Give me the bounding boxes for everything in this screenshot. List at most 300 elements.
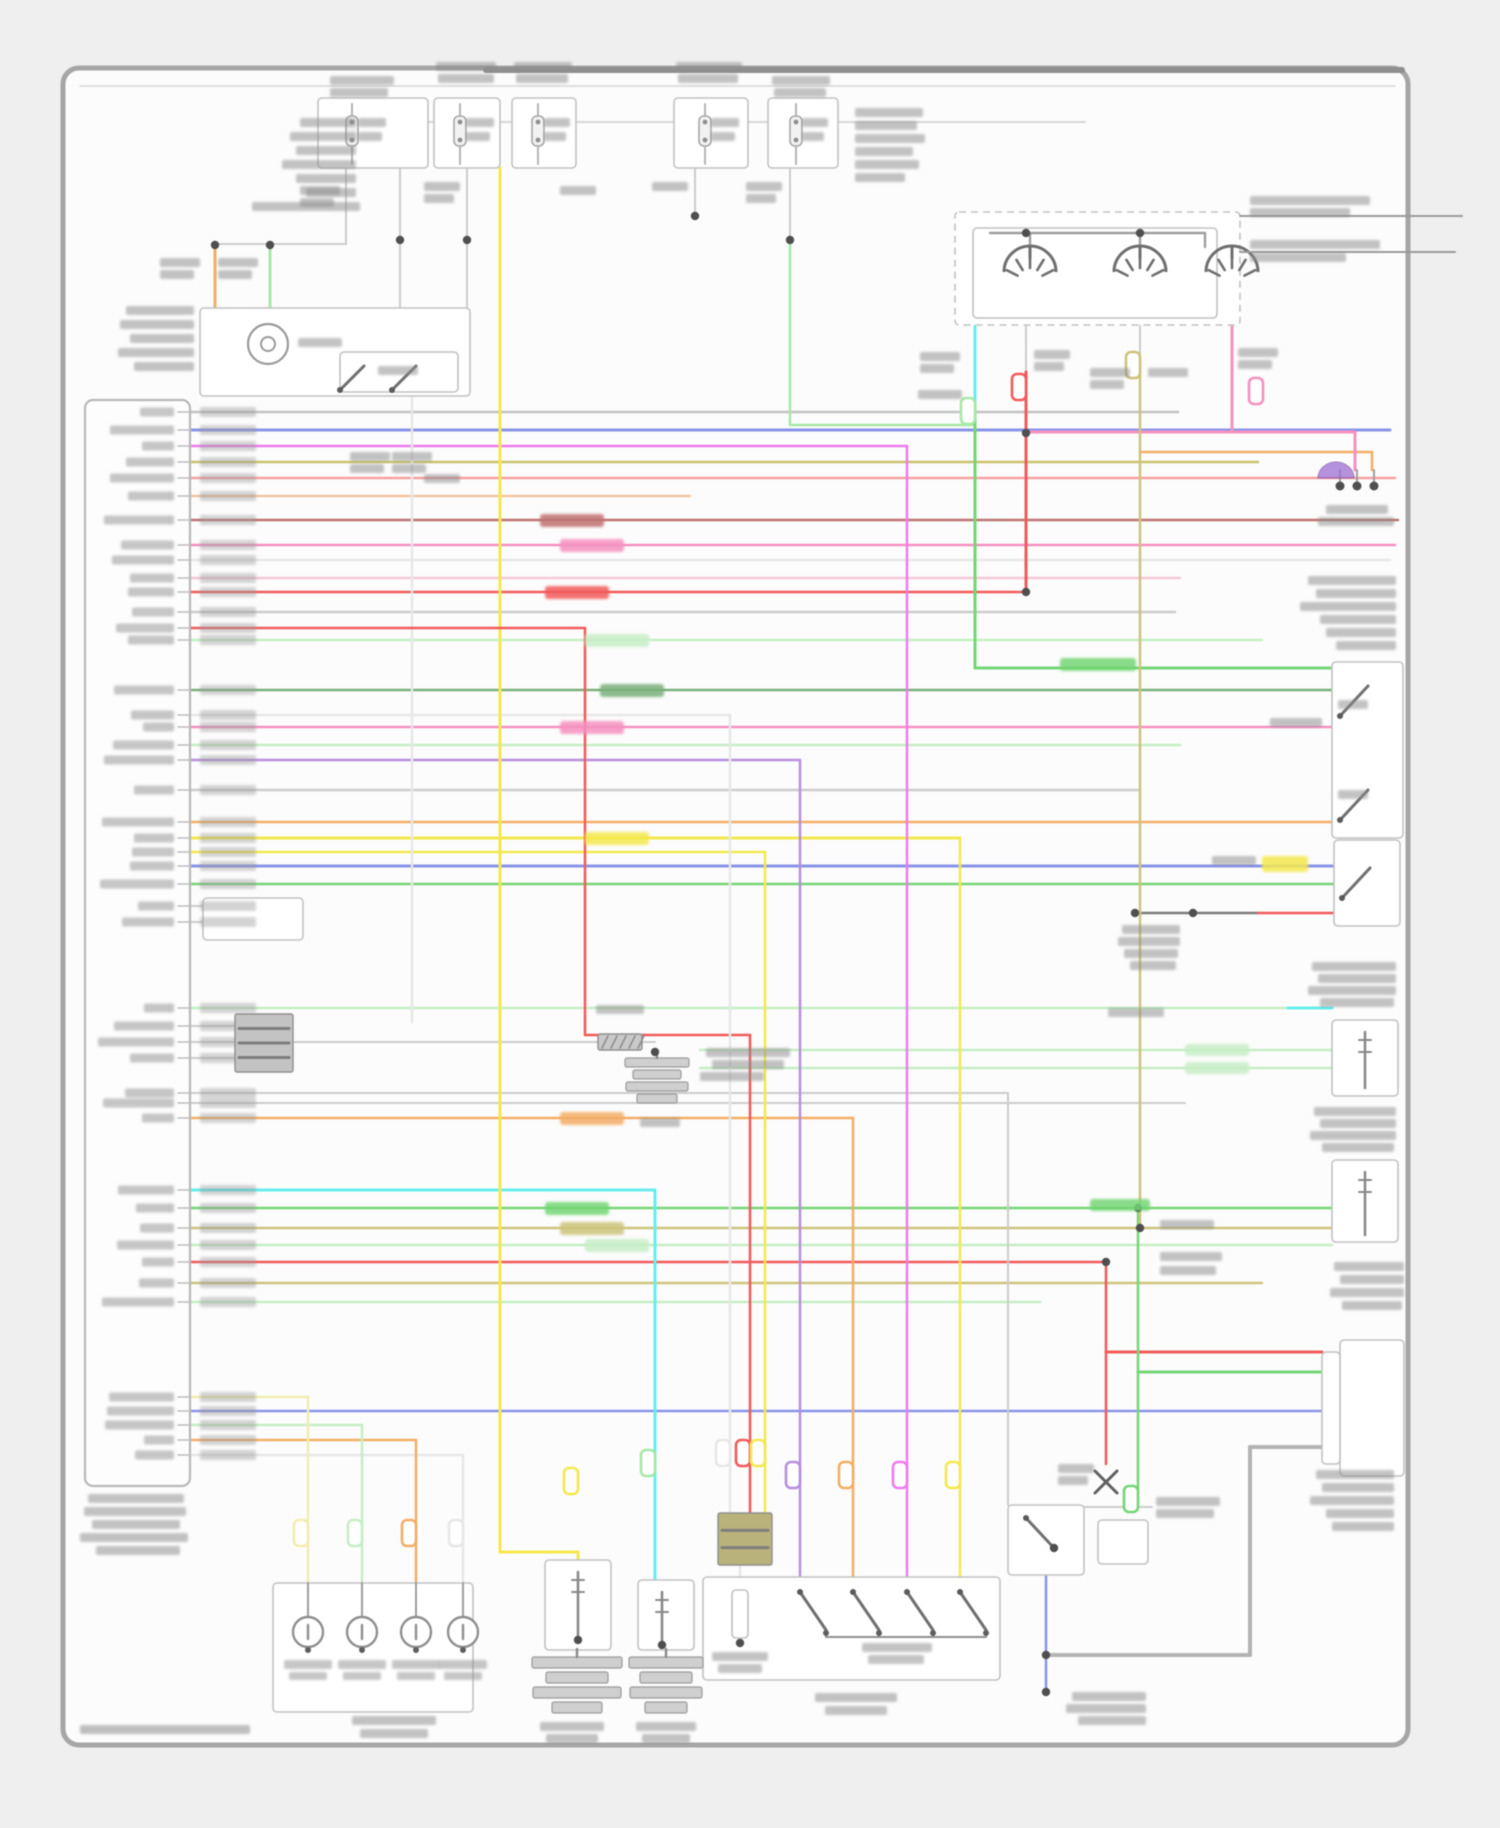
wire-label-blob [200,1297,256,1307]
wire-label-blob [200,740,256,750]
pin-label-blob [130,862,174,871]
stack-segment [625,1058,689,1067]
label-text-blob [1066,1704,1146,1713]
wire-label-blob [200,1185,256,1195]
wire-label-blob [200,817,256,827]
wire-color-label-blob [1185,1062,1249,1074]
label-text-blob [802,132,824,141]
label-text-blob [1322,1143,1394,1152]
pin-label-blob [138,902,174,911]
pin-label-blob [144,1436,174,1445]
wire-color-label-blob [560,721,624,734]
solenoid-label-blob [439,1660,487,1669]
label-text-blob [855,147,913,156]
pin-label-blob [117,1241,174,1250]
wire-label-blob [200,917,256,927]
label-text-blob [1078,1716,1146,1725]
pin-label-blob [105,1421,174,1430]
label-text-blob [92,1520,180,1529]
inline-connector-icon [716,1440,730,1466]
inline-connector-icon [1012,374,1026,400]
switch-pivot [1337,713,1343,719]
pin-label-blob [126,458,174,467]
label-text-blob [1322,1483,1394,1492]
label-text-blob [540,1722,604,1731]
connector-dot [1336,482,1345,491]
wire-label-blob [200,710,256,720]
pin-label-blob [142,1114,174,1123]
wire-label-blob [200,1240,256,1250]
label-text-blob [1330,1288,1404,1297]
junction-dot [823,1630,829,1636]
label-text-blob [120,320,194,329]
pin-label-blob [122,918,174,927]
junction-dot [658,1641,666,1649]
label-text-blob [392,464,426,473]
wire-color-label-blob [1090,1199,1150,1211]
fuse-cap [703,120,708,125]
label-text-blob [1238,360,1272,369]
pin-label-blob [142,1258,174,1267]
wire-label-blob [200,785,256,795]
pin-label-blob [134,834,174,843]
label-text-blob [118,348,194,357]
inline-connector-icon [564,1468,578,1494]
label-text-blob [1312,962,1396,971]
junction-dot [266,241,274,249]
label-text-blob [746,194,776,203]
wire-color-label-blob [1060,658,1136,671]
component-box [1334,840,1400,926]
label-text-blob [96,1546,180,1555]
label-text-blob [546,1734,598,1743]
pin-label-blob [140,1224,174,1233]
solenoid-label-blob [444,1672,482,1680]
pin-label-blob [128,492,174,501]
label-text-blob [516,74,568,83]
wire-label-blob [200,587,256,597]
wire-label-blob [200,1420,256,1430]
inline-connector-icon [641,1450,655,1476]
wire-label-blob [200,1435,256,1445]
inline-connector-icon [839,1462,853,1488]
junction-dot [396,236,404,244]
label-text-blob [920,364,954,373]
label-text-blob [1338,700,1368,709]
wire-label-blob [200,473,256,483]
wire-color-label-blob [1262,856,1308,872]
wire-color-label-blob [1185,1044,1249,1056]
label-text-blob [1326,1509,1394,1518]
label-text-blob [424,194,454,203]
solenoid-label-blob [289,1672,327,1680]
pin-label-blob [107,1407,174,1416]
fuse-cap [536,138,541,143]
label-text-blob [712,1652,768,1661]
label-text-blob [855,173,905,182]
label-text-blob [1316,1470,1394,1479]
label-text-blob [350,452,390,461]
label-text-blob [350,464,384,473]
wire-color-label-blob [560,1112,624,1125]
stack-segment [533,1687,621,1698]
wire-label-blob [200,685,256,695]
wire-label-blob [200,879,256,889]
label-text-blob [466,132,490,141]
wire-label-blob [200,1257,256,1267]
wire-label-blob [200,1223,256,1233]
label-text-blob [1108,1008,1164,1017]
label-text-blob [1090,368,1130,377]
component-box [273,1583,473,1712]
label-text-blob [218,258,258,267]
junction-dot [305,1647,311,1653]
wire-color-label-blob [585,832,649,845]
junction-dot [736,1639,744,1647]
label-text-blob [160,258,200,267]
label-text-blob [1342,1301,1402,1310]
wire-label-blob [200,425,256,435]
pin-label-blob [116,624,174,633]
junction-dot [1042,1688,1050,1696]
label-text-blob [424,182,460,191]
label-text-blob [636,1722,696,1731]
label-text-blob [514,62,572,71]
inline-connector-icon [961,398,975,424]
pin-label-blob [114,686,174,695]
label-text-blob [352,1716,436,1725]
label-text-blob [774,88,826,97]
wire-color-label-blob [540,514,604,527]
inline-connector-icon [348,1520,362,1546]
label-text-blob [1308,986,1396,995]
label-text-blob [711,118,739,127]
solenoid-label-blob [397,1672,435,1680]
pin-label-blob [98,1038,174,1047]
label-text-blob [1238,348,1278,357]
label-text-blob [868,1655,924,1664]
wire-label-blob [200,1406,256,1416]
label-text-blob [1334,1262,1404,1271]
pin-label-blob [113,741,174,750]
label-text-blob [1300,602,1396,611]
switch-pivot [797,1589,803,1595]
label-text-blob [466,118,494,127]
label-text-blob [282,160,356,169]
stack-segment [546,1672,608,1683]
switch-pivot [389,387,395,393]
stack-segment [637,1094,677,1103]
stack-segment [552,1702,602,1713]
pin-label-blob [128,636,174,645]
pin-label-blob [112,556,174,565]
label-text-blob [1314,1107,1396,1116]
label-text-blob [424,474,460,483]
switch-pivot [1337,817,1343,823]
wire-label-blob [200,555,256,565]
stack-segment [630,1687,702,1698]
wire-color-label-blob [585,634,649,647]
label-text-blob [1336,641,1396,650]
label-text-blob [218,270,252,279]
label-text-blob [1124,949,1178,958]
inline-connector-icon [786,1462,800,1488]
label-text-blob [1310,1131,1396,1140]
wire-label-blob [200,755,256,765]
wire-label-blob [200,1278,256,1288]
wire-label-blob [200,515,256,525]
pin-label-blob [139,1279,174,1288]
junction-dot [1022,429,1030,437]
solenoid-label-blob [338,1660,386,1669]
label-text-blob [1160,1252,1222,1261]
pin-label-blob [104,516,174,525]
wire-color-label-blob [560,1222,624,1235]
pin-label-blob [125,1089,174,1098]
label-text-blob [920,352,960,361]
junction-dot [1022,229,1030,237]
component-box [732,1590,748,1638]
fuse-cap [794,120,799,125]
wire-label-blob [200,491,256,501]
junction-dot [460,1647,466,1653]
label-text-blob [1058,1476,1088,1485]
wire-label-blob [200,540,256,550]
label-text-blob [1316,589,1396,598]
wire-label-blob [200,1088,256,1098]
pin-label-blob [118,1186,174,1195]
label-text-blob [642,1734,690,1743]
stack-segment [640,1672,692,1683]
label-text-blob [802,118,828,127]
label-text-blob [300,118,356,127]
label-text-blob [706,1048,790,1057]
label-text-blob [1270,718,1322,727]
component-box [1340,1340,1404,1476]
label-text-blob [1250,208,1350,217]
wire-label-blob [200,1003,256,1013]
label-text-blob [358,118,386,127]
fuse-cap [703,138,708,143]
wire-label-blob [200,1113,256,1123]
label-text-blob [438,74,494,83]
pin-label-blob [100,880,174,889]
label-text-blob [160,270,194,279]
junction-dot [1050,1544,1058,1552]
label-text-blob [1160,1266,1216,1275]
label-text-blob [1318,517,1394,526]
label-text-blob [855,160,919,169]
component-box [1098,1520,1148,1564]
label-text-blob [855,121,917,130]
wire-color-label-blob [560,539,624,552]
label-text-blob [772,76,830,85]
pin-label-blob [134,786,174,795]
filled-component-block [718,1513,772,1565]
label-text-blob [1320,998,1394,1007]
switch-pivot [1023,1515,1029,1521]
label-text-blob [1308,576,1396,585]
label-text-blob [1326,628,1396,637]
wire-label-blob [200,407,256,417]
pin-label-blob [131,711,174,720]
label-text-blob [1156,1497,1220,1506]
solenoid-label-blob [343,1672,381,1680]
label-text-blob [80,1533,188,1542]
stack-segment [645,1702,687,1713]
junction-dot [1042,1651,1050,1659]
junction-dot [876,1630,882,1636]
label-text-blob [1250,196,1370,205]
component-box [638,1580,694,1650]
label-text-blob [360,1729,428,1738]
label-text-blob [1118,937,1180,946]
stack-segment [629,1657,703,1668]
wire-label-blob [200,722,256,732]
junction-dot [1022,588,1030,596]
wire-label-blob [200,573,256,583]
label-text-blob [1320,615,1396,624]
label-text-blob [126,306,194,315]
label-text-blob [392,452,432,461]
label-text-blob [290,132,356,141]
solenoid-label-blob [284,1660,332,1669]
label-text-blob [1148,368,1188,377]
junction-dot [691,212,699,220]
label-text-blob [862,1643,932,1652]
label-text-blob [300,198,334,207]
junction-dot [1189,909,1197,917]
stack-segment [633,1070,681,1079]
pin-label-blob [130,1054,174,1063]
label-text-blob [640,1118,680,1127]
pin-label-blob [130,574,174,583]
pin-label-blob [135,1451,174,1460]
label-text-blob [300,186,340,195]
label-text-blob [815,1693,897,1702]
junction-dot [1136,229,1144,237]
inline-connector-icon [294,1520,308,1546]
switch-pivot [850,1589,856,1595]
wire-label-blob [200,1450,256,1460]
wire-label-blob [200,1392,256,1402]
label-text-blob [436,62,496,71]
label-text-blob [855,108,923,117]
wire-label-blob [200,1203,256,1213]
pin-label-blob [104,756,174,765]
pin-label-blob [121,541,174,550]
label-text-blob [1160,1220,1214,1229]
junction-dot [651,1048,659,1056]
pin-label-blob [102,1298,174,1307]
junction-dot [463,236,471,244]
label-text-blob [825,1706,887,1715]
label-text-blob [1326,505,1388,514]
pin-label-blob [102,818,174,827]
label-text-blob [712,1060,784,1069]
label-text-blob [130,334,194,343]
label-text-blob [1212,856,1256,865]
label-text-blob [1034,350,1070,359]
inline-connector-icon [1124,1486,1138,1512]
junction-dot [930,1630,936,1636]
label-text-blob [1034,362,1064,371]
fuse-cap [794,138,799,143]
fuse-cap [458,120,463,125]
junction-dot [574,1636,582,1644]
label-text-blob [652,182,688,191]
junction-dot [983,1630,989,1636]
pin-label-blob [110,474,174,483]
label-text-blob [1156,1509,1214,1518]
label-text-blob [1130,961,1176,970]
wire-color-label-blob [585,1239,649,1252]
junction-dot [786,236,794,244]
label-text-blob [1090,380,1124,389]
label-text-blob [84,1507,186,1516]
wire-label-blob [200,901,256,911]
pin-label-blob [110,426,174,435]
label-text-blob [330,76,394,85]
label-text-blob [544,118,570,127]
label-text-blob [88,1494,184,1503]
label-text-blob [378,366,418,375]
pin-label-blob [128,588,174,597]
junction-dot [359,1647,365,1653]
pin-label-blob [114,1022,174,1031]
component-box [1322,1352,1340,1464]
label-text-blob [330,88,388,97]
wire-label-blob [200,623,256,633]
fuse-cap [458,138,463,143]
wire-color-label-blob [545,1202,609,1215]
label-text-blob [1310,1496,1394,1505]
label-text-blob [700,1072,764,1081]
pin-label-blob [103,1099,174,1108]
label-text-blob [1250,240,1380,249]
fuse-cap [536,120,541,125]
label-text-blob [1332,1522,1394,1531]
label-text-blob [560,186,596,195]
pin-label-blob [144,1004,174,1013]
label-text-blob [711,132,735,141]
inline-connector-icon [751,1440,765,1466]
junction-dot [413,1647,419,1653]
wire-color-label-blob [545,586,609,599]
inline-connector-icon [736,1440,750,1466]
stack-segment [626,1082,688,1091]
label-text-blob [544,132,566,141]
label-text-blob [676,62,742,71]
stack-segment [532,1657,622,1668]
label-text-blob [134,362,194,371]
junction-dot [1131,909,1139,917]
label-text-blob [678,74,738,83]
inline-connector-icon [1249,378,1263,404]
pin-label-blob [143,723,174,732]
label-text-blob [296,174,356,183]
label-text-blob [746,182,782,191]
label-text-blob [296,146,356,155]
pin-label-blob [142,442,174,451]
label-text-blob [1122,925,1180,934]
switch-pivot [1339,895,1345,901]
pin-label-blob [136,1204,174,1213]
label-text-blob [1072,1692,1146,1701]
label-text-blob [1338,790,1368,799]
wire-label-blob [200,833,256,843]
pin-label-blob [132,608,174,617]
